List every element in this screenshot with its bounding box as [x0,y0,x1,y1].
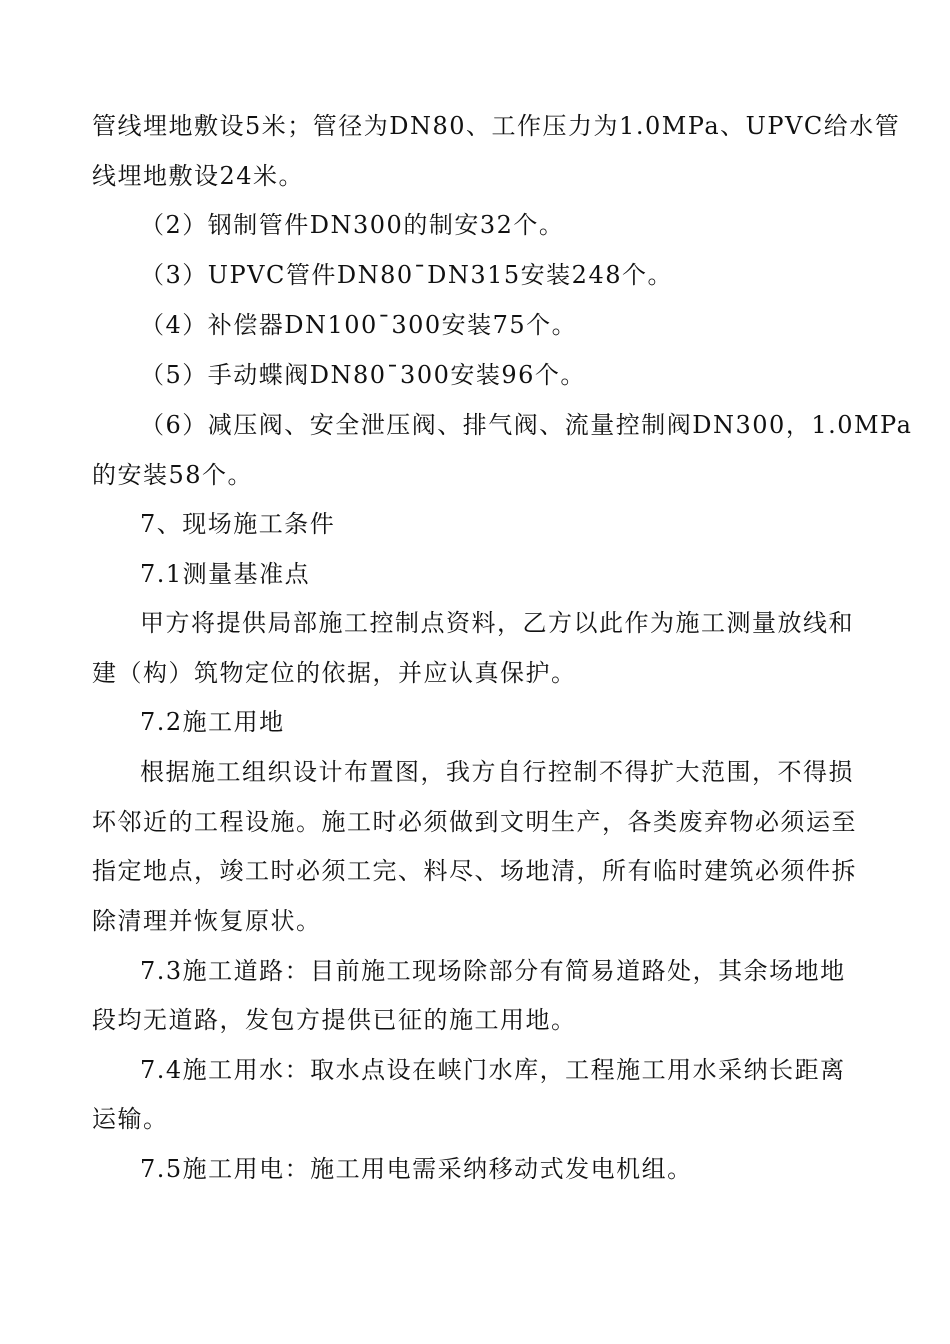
list-item-2: （2）钢制管件DN300的制安32个。 [140,211,565,239]
paragraph-line: 坏邻近的工程设施。施工时必须做到文明生产，各类废弃物必须运至 [92,808,857,836]
list-item-5: （5）手动蝶阀DN80¯300安装96个。 [140,361,586,389]
subsection-7-4: 7.4施工用水：取水点设在峡门水库，工程施工用水采纳长距离 [140,1056,846,1084]
paragraph-line: 运输。 [92,1105,169,1133]
paragraph-line: 的安装58个。 [92,461,254,489]
paragraph-line: 除清理并恢复原状。 [92,907,322,935]
paragraph-line: 管线埋地敷设5米；管径为DN80、工作压力为1.0MPa、UPVC给水管 [92,112,901,140]
subsection-heading-7-1: 7.1测量基准点 [140,560,311,588]
list-item-4: （4）补偿器DN100¯300安装75个。 [140,311,578,339]
paragraph-line: 线埋地敷设24米。 [92,162,305,190]
paragraph-line: 甲方将提供局部施工控制点资料，乙方以此作为施工测量放线和 [140,609,854,637]
subsection-7-3: 7.3施工道路：目前施工现场除部分有简易道路处，其余场地地 [140,957,846,985]
paragraph-line: 段均无道路，发包方提供已征的施工用地。 [92,1006,577,1034]
list-item-6: （6）减压阀、安全泄压阀、排气阀、流量控制阀DN300，1.0MPa [140,411,913,439]
subsection-7-5: 7.5施工用电：施工用电需采纳移动式发电机组。 [140,1155,693,1183]
subsection-heading-7-2: 7.2施工用地 [140,708,285,736]
paragraph-line: 指定地点，竣工时必须工完、料尽、场地清，所有临时建筑必须件拆 [92,857,857,885]
paragraph-line: 根据施工组织设计布置图，我方自行控制不得扩大范围，不得损 [140,758,854,786]
paragraph-line: 建（构）筑物定位的依据，并应认真保护。 [92,659,577,687]
section-heading-7: 7、现场施工条件 [140,510,336,538]
list-item-3: （3）UPVC管件DN80¯DN315安装248个。 [140,261,673,289]
